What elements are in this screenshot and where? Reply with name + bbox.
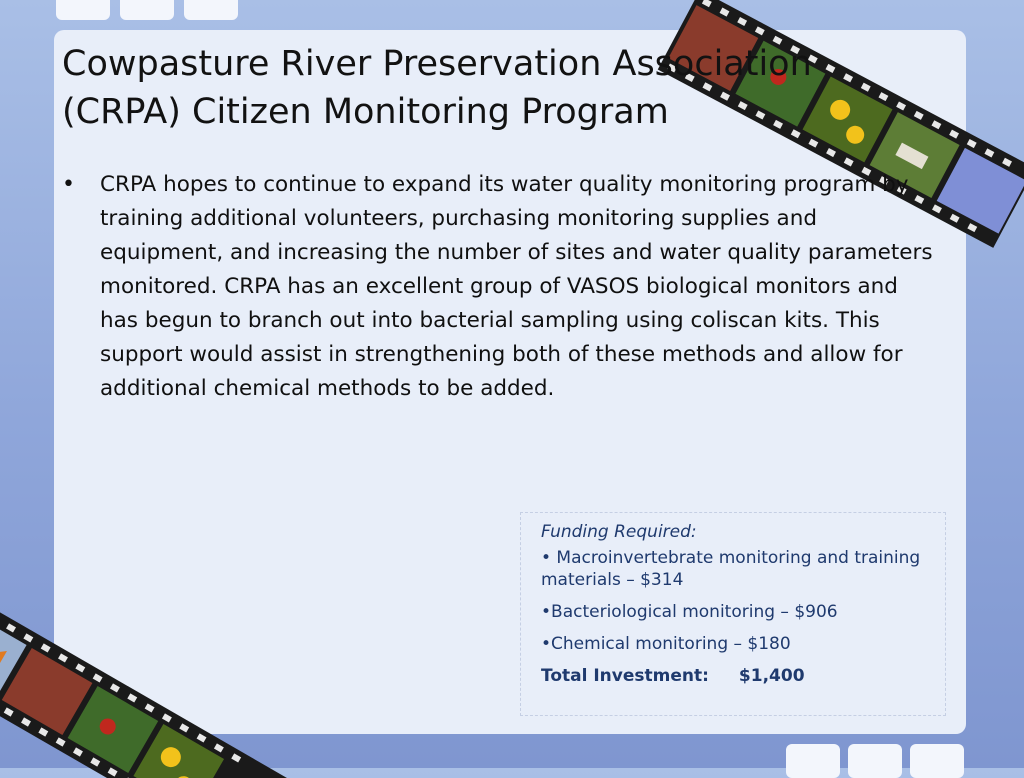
bottom-tab-1 <box>786 744 840 778</box>
total-investment-label: Total Investment: <box>541 666 709 686</box>
funding-box <box>520 512 946 716</box>
top-tab-3 <box>184 0 238 20</box>
bottom-tab-3 <box>910 744 964 778</box>
funding-item-macroinvertebrate: • Macroinvertebrate monitoring and training materials – $314 <box>541 548 921 590</box>
funding-item-bacteriological: •Bacteriological monitoring – $906 <box>541 602 838 622</box>
slide-title: Cowpasture River Preservation Association (CRPA) Citizen Monitoring Program <box>62 44 812 132</box>
total-investment-row <box>541 665 925 687</box>
top-tab-2 <box>120 0 174 20</box>
body-paragraph: CRPA hopes to continue to expand its water quality monitoring program by training additional volunteers, purchasing monitoring supplies and equipment, and increasing the number of sites and water quality parameters monitored. CRPA has an excellent group of VASOS biological monitors and has begun to branch out into bacterial sampling using coliscan kits. This support would assist in strengthening both of these methods and allow for additional chemical methods to be added. <box>100 172 933 401</box>
funding-heading: Funding Required: <box>541 522 697 542</box>
bullet-point: • <box>62 172 75 197</box>
top-tab-1 <box>56 0 110 20</box>
film-strip-bottom-left-image <box>0 590 320 768</box>
bottom-tab-2 <box>848 744 902 778</box>
funding-item-chemical: •Chemical monitoring – $180 <box>541 634 791 654</box>
total-investment-amount: $1,400 <box>738 666 805 686</box>
